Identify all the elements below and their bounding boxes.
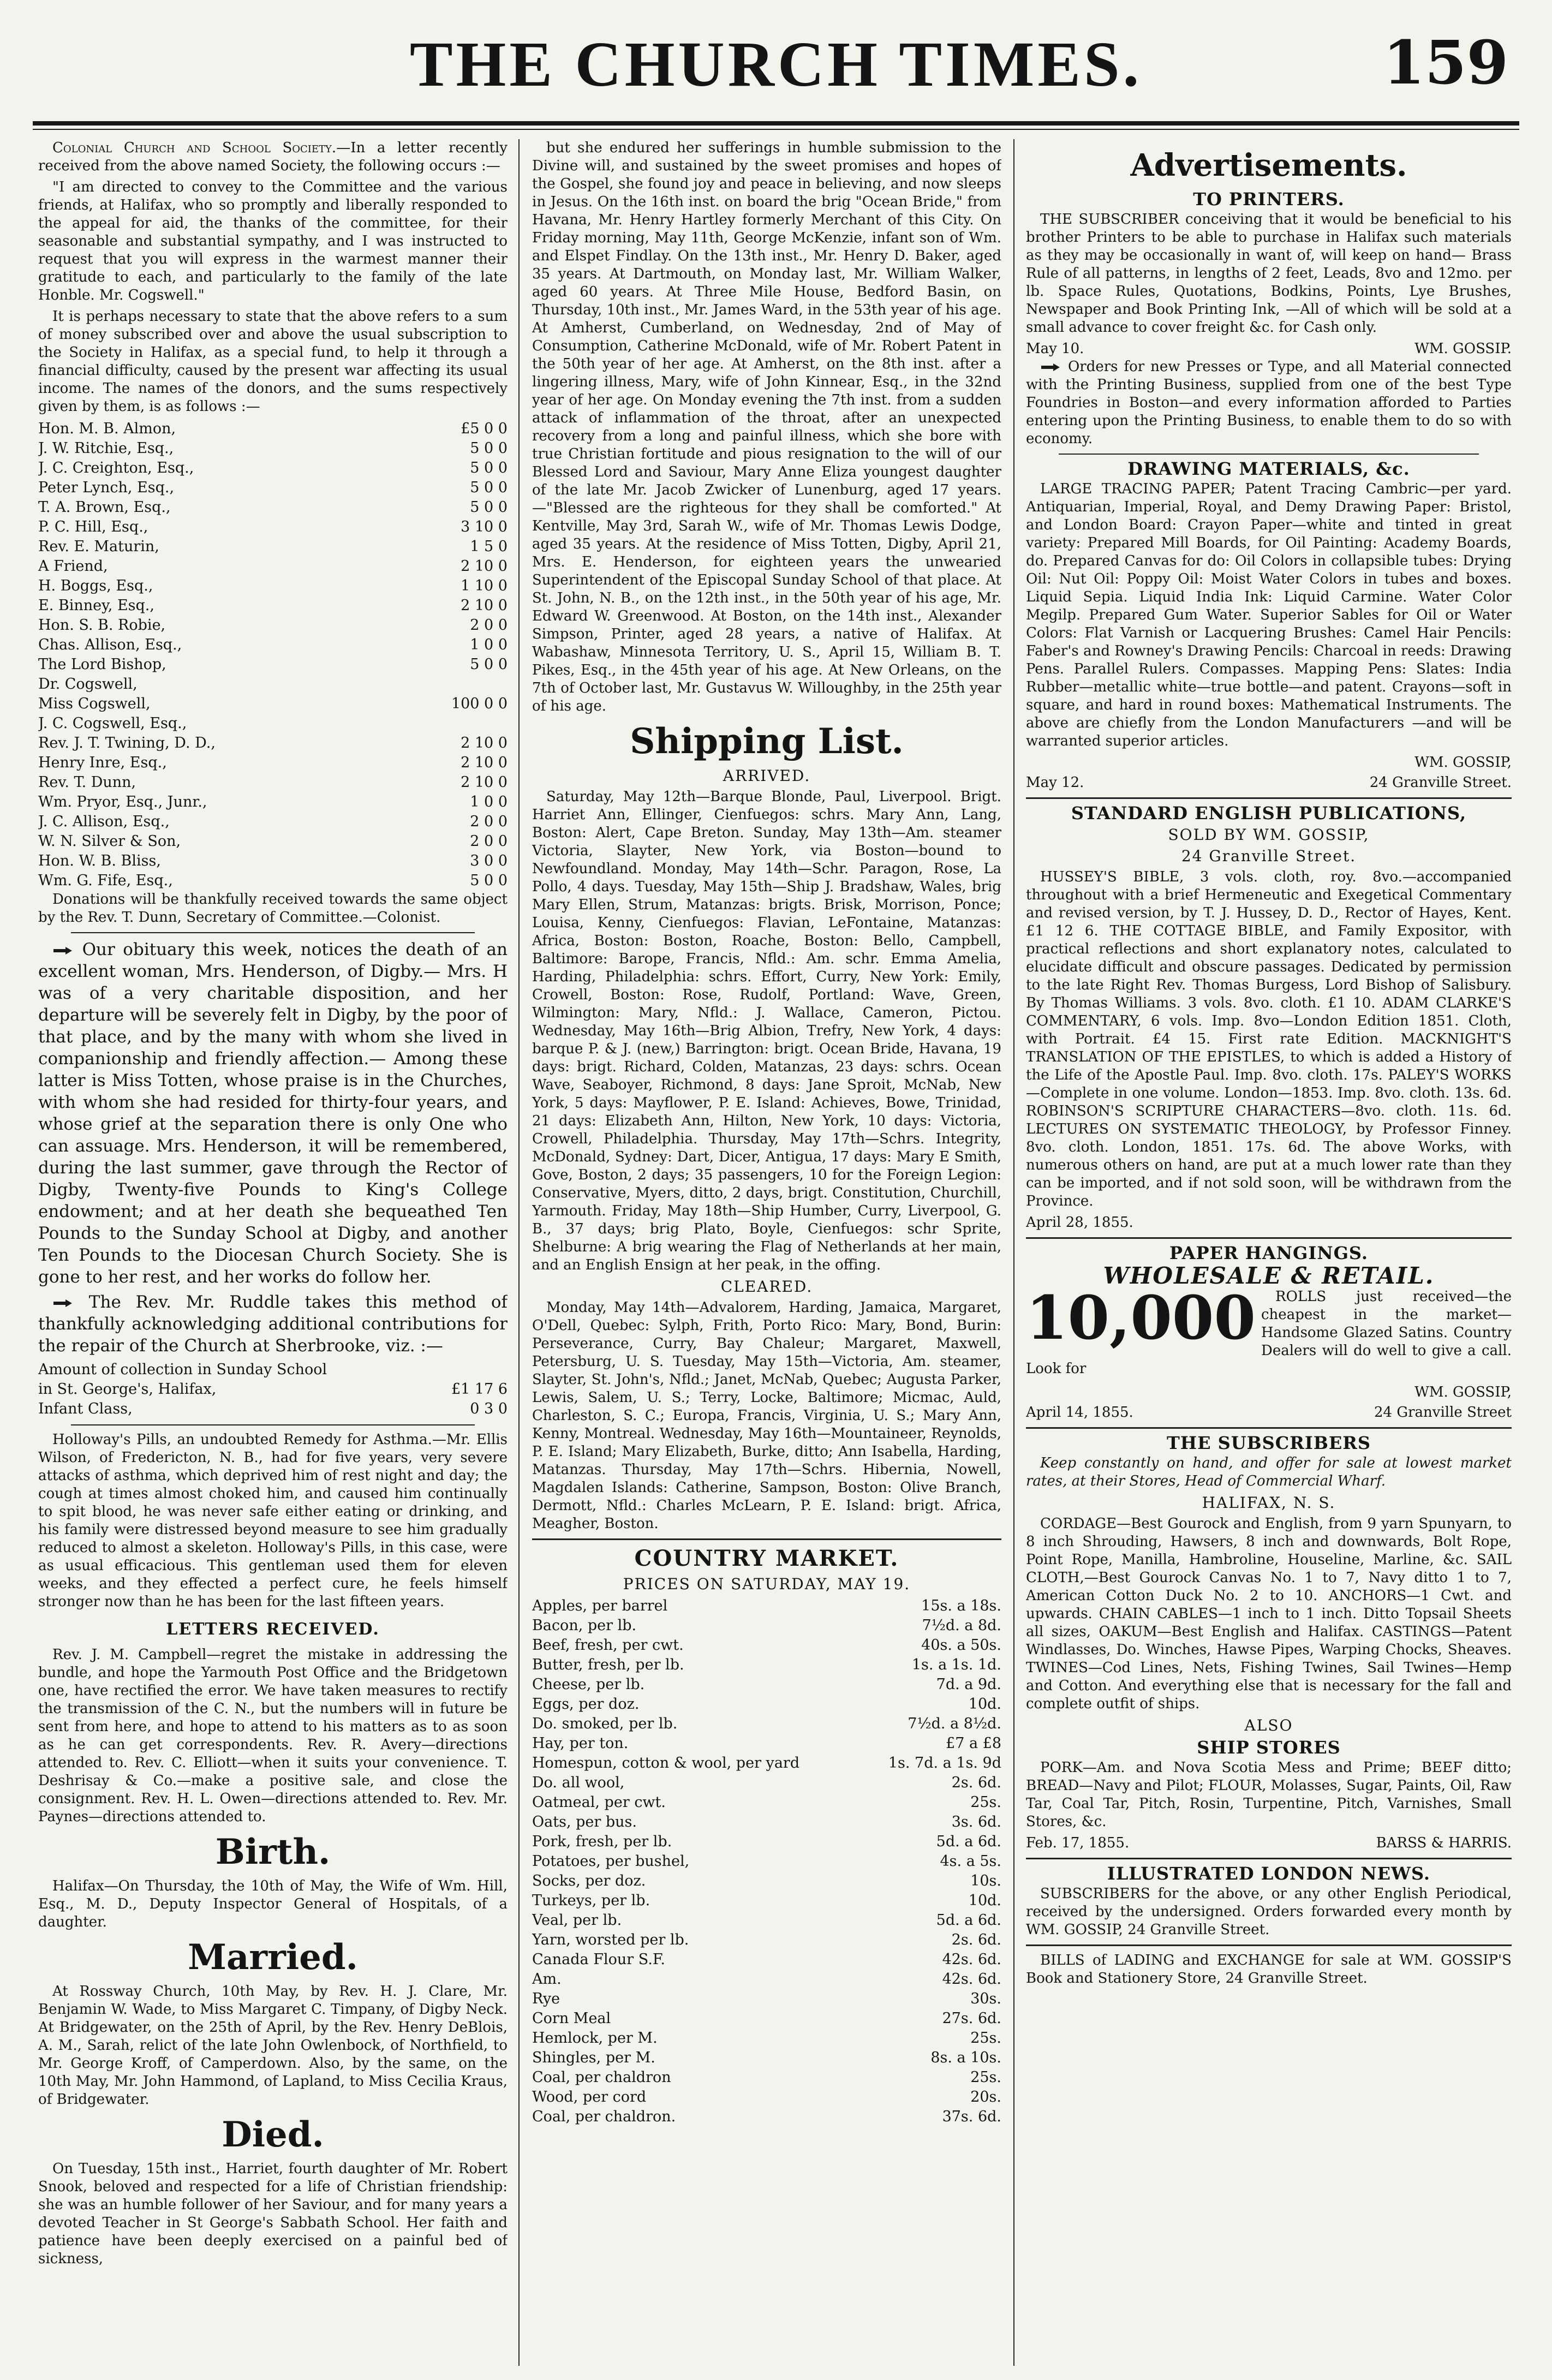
row-label: Cheese, per lb.	[532, 1676, 645, 1693]
row-label: Do. smoked, per lb.	[532, 1715, 678, 1732]
list-row	[38, 792, 508, 812]
pointing-hand-icon	[1040, 361, 1062, 373]
row-label: Peter Lynch, Esq.,	[38, 479, 175, 496]
news-text: SUBSCRIBERS for the above, or any other English Periodical, received by the undersigned. Orders forwarded every month by WM. GOSSIP, 24 Granville Street.	[1026, 1886, 1512, 1938]
row-amount: 7½d. a 8d.	[922, 1617, 1001, 1634]
ship-stores-footer	[1026, 1834, 1512, 1852]
paper-sub: WHOLESALE & RETAIL.	[1103, 1262, 1435, 1289]
row-amount: 1s. a 1s. 1d.	[911, 1656, 1001, 1673]
paper-ad	[1026, 1283, 1512, 1381]
row-label: Socks, per doz.	[532, 1872, 646, 1889]
row-amount: 2s. 6d.	[951, 1931, 1001, 1948]
drawing-address: 24 Granville Street.	[1369, 774, 1512, 791]
row-amount: 2 10 0	[461, 597, 508, 614]
row-label: Hon. S. B. Robie,	[38, 617, 166, 634]
row-amount: 40s. a 50s.	[921, 1637, 1001, 1654]
row-label: Hon. M. B. Almon,	[38, 420, 176, 437]
list-row	[38, 596, 508, 616]
list-row	[532, 1675, 1001, 1695]
row-label: P. C. Hill, Esq.,	[38, 518, 148, 535]
bills-text: BILLS of LADING and EXCHANGE for sale at WM. GOSSIP'S Book and Stationery Store, 24 Granville Street.	[1026, 1952, 1512, 1987]
row-label: Bacon, per lb.	[532, 1617, 637, 1634]
column-middle	[532, 139, 1001, 2366]
donations-note: Donations will be thankfully received towards the same object by the Rev. T. Dunn, Secretary of Committee.—Colonist.	[38, 891, 508, 926]
subscribers-text: CORDAGE—Best Gourock and English, from 9 yarn Spunyarn, to 8 inch Shrouding, Hawsers, 8 inch and downwards, Bolt Rope, Point Rope, Manilla, Hambroline, Houseline, Marline, &c. SAIL CLOTH,—Best Gourock Canvas No. 1 to 7, Navy ditto 1 to 7, American Cotton Duck No. 2 to 10. ANCHORS—1 Cwt. and upwards. CHAIN CABLES—1 inch to 1 inch. Ditto Topsail Sheets all sizes, OAKUM—Best English and Halifax. CASTINGS—Patent Windlasses, Do. Winches, Hawse Pipes, Warping Chocks, Sheaves. TWINES—Cod Lines, Nets, Fishing Twines, Sail Twines—Hemp and Cotton. And everything else that is necessary for the fall and complete outfit of ships.	[1026, 1516, 1512, 1712]
list-row	[532, 1852, 1001, 1871]
row-label: Do. all wool,	[532, 1774, 625, 1791]
list-row	[532, 1930, 1001, 1950]
standard-heading: STANDARD ENGLISH PUBLICATIONS,	[1071, 803, 1467, 824]
printers-footer	[1026, 340, 1512, 358]
row-label: Coal, per chaldron	[532, 2069, 671, 2086]
list-row	[532, 2107, 1001, 2127]
row-label: J. W. Ritchie, Esq.,	[38, 440, 174, 457]
row-amount: 2 10 0	[461, 735, 508, 751]
society-quote: "I am directed to convey to the Committee and the various friends, at Halifax, who so promptly and liberally responded to the appeal for aid, the thanks of the committee, for their seasonable and substantial sympathy, and I was instructed to request that you will express in the warmest manner their gratitude to each, and particularly to the family of the late Honble. Mr. Cogswell."	[38, 179, 508, 303]
row-amount: 2 0 0	[470, 813, 508, 830]
row-amount: 5 0 0	[470, 479, 508, 496]
row-label: Amount of collection in Sunday School	[38, 1361, 327, 1378]
column-divider	[518, 139, 520, 2366]
row-label: Canada Flour S.F.	[532, 1951, 665, 1968]
married-heading: Married.	[188, 1937, 358, 1978]
row-label: T. A. Brown, Esq.,	[38, 499, 171, 516]
list-row	[532, 2068, 1001, 2087]
market-subheading: PRICES ON SATURDAY, MAY 19.	[623, 1575, 911, 1593]
list-row	[532, 1695, 1001, 1714]
ship-stores-sign: BARSS & HARRIS.	[1376, 1835, 1512, 1851]
drawing-text: LARGE TRACING PAPER; Patent Tracing Cambric—per yard. Antiquarian, Imperial, Royal, and Demy Drawing Paper: Bristol, and London Board: Crayon Paper—white and tinted in great variety: Prepared Mill Boards, for Oil Painting: Academy Boards, do. Prepared Canvas for do: Oil Colors in collapsible tubes: Drying Oil: Nut Oil: Poppy Oil: Moist Water Colors in tubes and boxes. Liquid Sepia. Liquid India Ink: Liquid Carmine. Water Color Megilp. Prepared Gum Water. Superior Sables for Oil or Water Colors: Flat Varnish or Lacquering Brushes: Camel Hair Pencils: Faber's and Rowney's Drawing Pencils: Charcoal in reeds: Drawing Pens. Parallel Rulers. Compasses. Mapping Pens: Slates: India Rubber—metallic white—true bottle—and patent. Crayons—soft in square, and hard in round boxes: Mathematical Instruments. The above are chiefly from the London Manufacturers —and will be warranted superior articles.	[1026, 481, 1512, 749]
arrived-heading: ARRIVED.	[723, 767, 811, 785]
masthead	[33, 22, 1519, 120]
ship-stores-heading: SHIP STORES	[1197, 1737, 1341, 1758]
list-row	[532, 1793, 1001, 1812]
row-amount: 8s. a 10s.	[930, 2049, 1001, 2066]
advertisements-heading: Advertisements.	[1130, 147, 1407, 183]
society-heading: Colonial Church and School Society.	[52, 140, 337, 156]
row-label: Beef, fresh, per cwt.	[532, 1637, 684, 1654]
row-label: E. Binney, Esq.,	[38, 597, 154, 614]
cleared-text: Monday, May 14th—Advalorem, Harding, Jamaica, Margaret, O'Dell, Quebec: Sylph, Frith, Porto Rico: Mary, Bond, Burin: Perseverance, Curry, Bay Chaleur; Margaret, Maxwell, Petersburg, U. S. Tuesday, May 15th—Victoria, Am. steamer, Slayter, St. John's, Nfld.; Janet, McNab, Quebec; Augusta Parker, Lewis, Salem, U. S.; Terry, Locke, Baltimore; Micmac, Auld, Charleston, S. C.; Europa, Francis, Virginia, U. S.; Mary Ann, Kenny, Montreal. Wednesday, May 16th—Mountaineer, Reynolds, P. E. Island; Mary Elizabeth, Burke, ditto; Ann Isabella, Harding, Matanzas. Thursday, May 17th—Schrs. Hibernia, Nowell, Magdalen Islands: Catherine, Sampson, Boston: Olive Branch, Dermott, Nfld.: Charles McLearn, P. E. Island: brigt. Africa, Meagher, Boston.	[532, 1299, 1001, 1532]
pointing-hand-icon	[52, 945, 74, 957]
arrived-text: Saturday, May 12th—Barque Blonde, Paul, Liverpool. Brigt. Harriet Ann, Ellinger, Cienfuegos: schrs. Mary Ann, Lang, Boston: Alert, Cape Breton. Sunday, May 13th—Am. steamer Victoria, Slayter, New York, via Boston—bound to Newfoundland. Monday, May 14th—Schr. Paragon, Rose, La Pollo, 4 days. Tuesday, May 15th—Ship J. Bradshaw, Wales, brig Mary Ellen, Strum, Matanzas: brigts. Brisk, Morrison, Ponce; Louisa, Kenny, Cienfuegos: Flavian, LeFontaine, Matanzas: Africa, Boston: Boston, Roache, Boston: Bello, Campbell, Baltimore: Barope, Francis, Nfld.: Am. schr. Emma Amelia, Harding, Philadelphia: schrs. Effort, Curry, New York: Emily, Crowell, Boston: Rose, Rudolf, Portland: Wave, Green, Wilmington: Mary, Nfld.: J. Wallace, Cameron, Pictou. Wednesday, May 16th—Brig Albion, Trefry, New York, 4 days: barque P. & J. (new,) Barrington: brigt. Ocean Bride, Havana, 19 days: brigt. Richard, Colden, Matanzas, 23 days: schrs. Ocean Wave, Seaboyer, Richmond, 8 days: Jane Sproit, McNab, New York, 5 days: Mayflower, P. E. Island: Achieves, Bowe, Trinidad, 21 days: Elizabeth Ann, Hilton, New York, 10 days: Victoria, Crowell, Philadelphia. Thursday, May 17th—Schrs. Integrity, McDonald, Sydney: Dart, Dicer, Antigua, 17 days: Mary E Smith, Gove, Boston, 2 days; 35 passengers, 10 for the Foreign Legion: Conservative, Myers, ditto, 2 days, brigt. Constitution, Churchill, Yarmouth. Friday, May 18th—Ship Humber, Curry, Liverpool, G. B., 37 days; brig Plato, Boyle, Cienfuegos: schr Sprite, Shelburne: A brig wearing the Flag of Netherlands at her main, and an English Ensign at her peak, in the offing.	[532, 789, 1001, 1273]
list-row	[532, 1871, 1001, 1891]
row-amount: 30s.	[970, 1990, 1001, 2007]
row-label: J. C. Creighton, Esq.,	[38, 460, 194, 476]
divider	[1026, 1944, 1512, 1946]
row-label: Chas. Allison, Esq.,	[38, 636, 182, 653]
list-row	[38, 733, 508, 753]
market-heading: COUNTRY MARKET.	[634, 1546, 899, 1571]
row-label: Hon. W. B. Bliss,	[38, 852, 161, 869]
row-amount: 37s. 6d.	[942, 2108, 1001, 2125]
list-row	[532, 1989, 1001, 2009]
row-label: Pork, fresh, per lb.	[532, 1833, 672, 1850]
row-label: Dr. Cogswell,	[38, 676, 138, 693]
society-article	[38, 139, 508, 175]
standard-footer	[1026, 1214, 1512, 1232]
row-label: Corn Meal	[532, 2010, 611, 2027]
list-row	[532, 1950, 1001, 1970]
row-amount: 20s.	[970, 2089, 1001, 2105]
row-label: Apples, per barrel	[532, 1597, 668, 1614]
list-row	[38, 851, 508, 871]
row-amount: 0 3 0	[470, 1400, 508, 1417]
list-row	[532, 1616, 1001, 1636]
divider	[1026, 1237, 1512, 1239]
row-amount: 1s. 7d. a 1s. 9d	[888, 1755, 1001, 1771]
list-row	[532, 1773, 1001, 1793]
printers-text: THE SUBSCRIBER conceiving that it would be beneficial to his brother Printers to be able to purchase in Halifax such materials as they may be occasionally in want of, will keep on hand— Brass Rule of all patterns, in lengths of 2 feet, Leads, 8vo and 12mo. per lb. Space Rules, Quotations, Bodkins, Points, Lye Brushes, Newspaper and Book Printing Ink, —All of which will be sold at a small advance to cover freight &c. for Cash only.	[1026, 211, 1512, 336]
list-row	[38, 419, 508, 439]
list-row	[38, 498, 508, 517]
row-amount: £5 0 0	[461, 420, 508, 437]
row-label: Am.	[532, 1971, 562, 1988]
letters-text: Rev. J. M. Campbell—regret the mistake in addressing the bundle, and hope the Yarmouth Post Office and the Bridgetown one, have rectified the error. We have taken measures to rectify the transmission of the C. N., but the numbers will in future be sent from here, and hope to attend to his matters as to as soon as he can get correspondents. Rev. R. Avery—directions attended to. Rev. C. Elliott—when it suits your convenience. T. Deshrisay & Co.—make a positive sale, and close the consignment. Rev. H. L. Owen—directions attended to. Rev. Mr. Paynes—directions attended to.	[38, 1647, 508, 1825]
row-label: Potatoes, per bushel,	[532, 1853, 690, 1870]
row-label: Hay, per ton.	[532, 1735, 629, 1752]
paper-address: 24 Granville Street	[1374, 1404, 1512, 1421]
obituary-notice	[38, 939, 508, 1288]
row-amount: 100 0 0	[451, 695, 508, 712]
society-intro: —In a letter recently received from the above named Society, the following occurs :—	[38, 140, 508, 174]
list-row	[532, 1911, 1001, 1930]
list-row	[532, 1636, 1001, 1655]
list-row	[532, 1832, 1001, 1852]
drawing-date: May 12.	[1026, 774, 1084, 791]
standard-date: April 28, 1855.	[1026, 1214, 1133, 1231]
row-label: Wood, per cord	[532, 2089, 647, 2105]
row-label: Shingles, per M.	[532, 2049, 655, 2066]
row-amount: 2s. 6d.	[951, 1774, 1001, 1791]
list-row	[38, 517, 508, 537]
row-amount: 5d. a 6d.	[936, 1912, 1001, 1929]
list-row	[532, 1734, 1001, 1753]
list-row	[38, 812, 508, 832]
list-row	[38, 694, 508, 714]
list-row	[532, 1753, 1001, 1773]
row-amount: 5 0 0	[470, 872, 508, 889]
pointing-hand-icon	[52, 1297, 74, 1309]
donor-list	[38, 419, 508, 891]
row-label: Turkeys, per lb.	[532, 1892, 650, 1909]
holloway-ad: Holloway's Pills, an undoubted Remedy for Asthma.—Mr. Ellis Wilson, of Fredericton, N. B., had for five years, very severe attacks of asthma, which deprived him of rest night and day; the cough at times almost choked him, and caused him continually to spit blood, he was never safe either eating or drinking, and his family were distressed beyond measure to see him gradually reduced to almost a skeleton. Holloway's Pills, in this case, were as usual efficacious. This gentleman used them for eleven weeks, and they effected a perfect cure, he feels himself stronger now than he has been for the last fifteen years.	[38, 1431, 508, 1610]
died-text: On Tuesday, 15th inst., Harriet, fourth daughter of Mr. Robert Snook, beloved and respected for a life of Christian friendship: she was an humble follower of her Saviour, and for many years a devoted Teacher in St George's Sabbath School. Her faith and patience have been deeply exercised on a painful bed of sickness,	[38, 2161, 508, 2267]
list-row	[532, 1970, 1001, 1989]
row-amount: 7½d. a 8½d.	[908, 1715, 1001, 1732]
paper-date: April 14, 1855.	[1026, 1404, 1133, 1421]
list-row	[38, 616, 508, 635]
paper-footer	[1026, 1404, 1512, 1422]
list-row	[38, 1380, 508, 1399]
drawing-footer	[1026, 774, 1512, 792]
list-row	[532, 1891, 1001, 1911]
row-label: Rye	[532, 1990, 560, 2007]
row-amount: 7d. a 9d.	[936, 1676, 1001, 1693]
row-amount	[415, 714, 508, 733]
cleared-heading: CLEARED.	[720, 1278, 813, 1296]
row-label: Rev. T. Dunn,	[38, 774, 136, 791]
standard-sub: SOLD BY WM. GOSSIP,	[1168, 826, 1370, 844]
list-row	[38, 557, 508, 576]
row-label: Coal, per chaldron.	[532, 2108, 676, 2125]
row-label: Yarn, worsted per lb.	[532, 1931, 689, 1948]
row-amount: 3 10 0	[461, 518, 508, 535]
row-amount: 42s. 6d.	[942, 1951, 1001, 1968]
list-row	[38, 458, 508, 478]
printers-note-text: Orders for new Presses or Type, and all Material connected with the Printing Business, supplied from one of the best Type Foundries in Boston—and every information afforded to Parties entering upon the Printing Business, to enable them to do so with economy.	[1026, 359, 1512, 447]
row-amount: 1 0 0	[470, 636, 508, 653]
row-amount: 25s.	[970, 1794, 1001, 1811]
price-list	[532, 1596, 1001, 2127]
divider	[1026, 1858, 1512, 1859]
row-amount: 2 0 0	[470, 833, 508, 850]
died-continued: but she endured her sufferings in humble submission to the Divine will, and sustained by the sweet promises and hopes of the Gospel, she found joy and peace in believing, and now sleeps in Jesus. On the 16th inst. on board the brig "Ocean Bride," from Havana, Mr. Henry Hartley formerly Merchant of this City. On Friday morning, May 11th, George McKenzie, infant son of Wm. and Elspet Findlay. On the 13th inst., Mr. Henry D. Baker, aged 35 years. At Dartmouth, on Monday last, Mr. William Walker, aged 60 years. At Three Mile House, Bedford Basin, on Thursday, 10th inst., Mr. James Ward, in the 53th year of his age. At Amherst, Cumberland, on Wednesday, 2nd of May of Consumption, Catherine McDonald, wife of Mr. Robert Patent in the 50th year of her age. At Amherst, on the 8th inst. after a lingering illness, Mary, wife of John Kinnear, Esq., in the 32nd year of her age. On Monday evening the 7th inst. from a sudden attack of inflammation of the throat, after an unexpected recovery from a long and painful illness, which she bore with true Christian fortitude and pious resignation to the will of our Blessed Lord and Saviour, Mary Anne Eliza youngest daughter of the late Mr. Jacob Zwicker of Lunenburg, aged 17 years.—"Blessed are the righteous for they shall be comforted." At Kentville, May 3rd, Sarah W., wife of Mr. Thomas Lewis Dodge, aged 35 years. At the residence of Miss Totten, Digby, April 21, Mrs. E. Henderson, for eighteen years the unwearied Superintendent of the Episcopal Sunday School of that place. At St. John, N. B., on the 12th inst., in the 50th year of his age, Mr. Edward W. Greenwood. At Boston, on the 14th inst., Alexander Simpson, Printer, aged 28 years, a native of Halifax. At Wabashaw, Minnesota Territory, U. S., April 15, William B. T. Pikes, Esq., in the 45th year of his age. At New Orleans, on the 7th of October last, Mr. Gustavus W. Willoughby, in the 25th year of his age.	[532, 140, 1001, 714]
row-amount: 25s.	[970, 2030, 1001, 2047]
subscribers-location: HALIFAX, N. S.	[1202, 1494, 1336, 1512]
row-amount: £7 a £8	[946, 1735, 1001, 1752]
list-row	[38, 675, 508, 694]
also-heading: ALSO	[1244, 1716, 1293, 1734]
masthead-rule	[33, 121, 1519, 126]
shipping-heading: Shipping List.	[630, 721, 904, 762]
row-label: J. C. Allison, Esq.,	[38, 813, 170, 830]
row-label: Infant Class,	[38, 1400, 133, 1417]
row-amount: 4s. a 5s.	[940, 1853, 1001, 1870]
row-amount: 2 0 0	[470, 617, 508, 634]
row-label: Rev. E. Maturin,	[38, 538, 159, 555]
list-row	[532, 2087, 1001, 2107]
row-label: W. N. Silver & Son,	[38, 833, 181, 850]
row-amount: 5 0 0	[470, 499, 508, 516]
list-row	[38, 439, 508, 458]
row-amount: 42s. 6d.	[942, 1971, 1001, 1988]
row-amount: 27s. 6d.	[942, 2010, 1001, 2027]
list-row	[38, 478, 508, 498]
married-text: At Rossway Church, 10th May, by Rev. H. J. Clare, Mr. Benjamin W. Wade, to Miss Margaret C. Timpany, of Digby Neck. At Bridgewater, on the 25th of April, by the Rev. Henry DeBlois, A. M., Sarah, relict of the late John Owlenbock, of Northfield, to Mr. George Kroff, of Camperdown. Also, by the same, on the 10th May, Mr. John Hammond, of Lapland, to Miss Cecilia Kraus, of Bridgewater.	[38, 1983, 508, 2108]
standard-text: HUSSEY'S BIBLE, 3 vols. cloth, roy. 8vo.—accompanied throughout with a brief Hermeneutic and Exegetical Commentary and revised version, by T. J. Hussey, D. D., Rector of Hayes, Kent. £1 12 6. THE COTTAGE BIBLE, and Family Expositor, with practical reflections and short explanatory notes, calculated to elucidate difficult and obscure passages. Dedicated by permission to the late Right Rev. Thomas Burgess, Lord Bishop of Salisbury. By Thomas Williams. 3 vols. 8vo. cloth. £1 10. ADAM CLARKE'S COMMENTARY, 6 vols. Imp. 8vo—London Edition 1851. Cloth, with Portrait. £4 15. First rate Edition. MACKNIGHT'S TRANSLATION OF THE EPISTLES, to which is added a History of the Life of the Apostle Paul. Imp. 8vo. cloth. 17s. PALEY'S WORKS—Complete in one volume. London—1853. Imp. 8vo. cloth. 13s. 6d. ROBINSON'S SCRIPTURE CHARACTERS—8vo. cloth. 11s. 6d. LECTURES ON SYSTEMATIC THEOLOGY, by Professor Finney. 8vo. cloth. London, 1851. 17s. 6d. The above Works, with numerous others on hand, are put at a much lower rate than they can be imported, and if not sold soon, will be withdrawn from the Province.	[1026, 869, 1512, 1209]
divider	[532, 1538, 1001, 1540]
ruddle-notice	[38, 1291, 508, 1357]
row-amount: 2 10 0	[461, 558, 508, 575]
row-amount: 3s. 6d.	[951, 1814, 1001, 1830]
column-divider	[1013, 139, 1014, 2366]
list-row	[38, 576, 508, 596]
row-label: Oats, per bus.	[532, 1814, 637, 1830]
printers-heading: TO PRINTERS.	[1193, 189, 1345, 210]
row-label: Eggs, per doz.	[532, 1696, 640, 1713]
drawing-sign: WM. GOSSIP,	[1414, 754, 1512, 771]
row-label: Homespun, cotton & wool, per yard	[532, 1755, 800, 1771]
paper-sign: WM. GOSSIP,	[1414, 1384, 1512, 1400]
row-amount: 3 0 0	[470, 852, 508, 869]
row-amount: 10s.	[970, 1872, 1001, 1889]
list-row	[532, 2009, 1001, 2029]
list-row	[38, 753, 508, 773]
news-heading: ILLUSTRATED LONDON NEWS.	[1107, 1863, 1431, 1884]
row-label: The Lord Bishop,	[38, 656, 166, 673]
column-right	[1026, 139, 1512, 2366]
list-row	[38, 773, 508, 792]
row-amount: 1 0 0	[470, 794, 508, 810]
row-label: Miss Cogswell,	[38, 695, 151, 712]
list-row	[38, 635, 508, 655]
row-label: Henry Inre, Esq.,	[38, 754, 167, 771]
list-row	[532, 1655, 1001, 1675]
newspaper-title: THE CHURCH TIMES.	[409, 28, 1143, 100]
list-row	[38, 871, 508, 891]
row-amount: 5 0 0	[470, 440, 508, 457]
row-amount: 2 10 0	[461, 754, 508, 771]
row-label: Veal, per lb.	[532, 1912, 622, 1929]
row-label: Wm. Pryor, Esq., Junr.,	[38, 794, 207, 810]
list-row	[38, 714, 508, 733]
column-left	[38, 139, 508, 2366]
row-amount: 5 0 0	[470, 460, 508, 476]
collection-list	[38, 1360, 508, 1419]
ship-stores-text: PORK—Am. and Nova Scotia Mess and Prime; BEEF ditto; BREAD—Navy and Pilot; FLOUR, Molasses, Sugar, Paints, Oil, Raw Tar, Coal Tar, Pitch, Rosin, Turpentine, Pitch, Varnishes, Small Stores, &c.	[1026, 1759, 1512, 1830]
paper-heading: PAPER HANGINGS.	[1169, 1243, 1369, 1263]
row-label: Wm. G. Fife, Esq.,	[38, 872, 173, 889]
subscribers-heading: THE SUBSCRIBERS	[1167, 1433, 1371, 1453]
died-heading: Died.	[222, 2114, 324, 2155]
ruddle-text: The Rev. Mr. Ruddle takes this method of thankfully acknowledging additional contributions for the repair of the Church at Sherbrooke, viz. :—	[38, 1292, 508, 1356]
masthead-rule-thin	[33, 129, 1519, 130]
printers-note	[1026, 358, 1512, 448]
row-label: A Friend,	[38, 558, 108, 575]
row-amount: 1 5 0	[470, 538, 508, 555]
divider	[71, 932, 475, 933]
list-row	[38, 537, 508, 557]
subscribers-sub: Keep constantly on hand, and offer for sale at lowest market rates, at their Stores, Head of Commercial Wharf.	[1026, 1455, 1512, 1489]
paper-text: ROLLS just received—the cheapest in the market—Handsome Glazed Satins. Country Dealers will do well to give a call. Look for	[1026, 1289, 1512, 1377]
list-row	[38, 832, 508, 851]
obituary-text: Our obituary this week, notices the death of an excellent woman, Mrs. Henderson, of Digby.— Mrs. H was of a very charitable disposition, and her departure will be severely felt in Digby, by the poor of that place, and by the many with whom she lived in companionship and friendly affection.— Among these latter is Miss Totten, whose praise is in the Churches, with whom she had resided for thirty-four years, and whose grief at the separation there is only One who can assuage. Mrs. Henderson, it will be remembered, during the last summer, gave through the Rector of Digby, Twenty-five Pounds to King's College endowment; and at her death she bequeathed Ten Pounds to the Sunday School at Digby, and another Ten Pounds to the Diocesan Church Society. She is gone to her rest, and her works do follow her.	[38, 940, 508, 1287]
divider	[1026, 797, 1512, 799]
row-amount	[415, 1360, 508, 1380]
row-amount: 2 10 0	[461, 774, 508, 791]
row-amount: 5 0 0	[470, 656, 508, 673]
society-note: It is perhaps necessary to state that the above refers to a sum of money subscribed over and above the usual subscription to the Society in Halifax, as a special fund, to help it through a financial difficulty, caused by the present war affecting its usual income. The names of the donors, and the sums respectively given by them, is as follows :—	[38, 308, 508, 415]
divider	[1059, 454, 1479, 455]
list-row	[532, 1596, 1001, 1616]
list-row	[532, 1714, 1001, 1734]
list-row	[532, 2029, 1001, 2048]
row-label: in St. George's, Halifax,	[38, 1381, 217, 1398]
drawing-heading: DRAWING MATERIALS, &c.	[1127, 458, 1410, 479]
paper-big-number: 10,000	[1026, 1283, 1256, 1353]
printers-sign: WM. GOSSIP.	[1414, 341, 1512, 357]
row-amount: 5d. a 6d.	[936, 1833, 1001, 1850]
list-row	[532, 1812, 1001, 1832]
row-label: J. C. Cogswell, Esq.,	[38, 715, 187, 732]
row-amount: £1 17 6	[451, 1381, 508, 1398]
row-amount: 10d.	[968, 1892, 1001, 1909]
printers-date: May 10.	[1026, 341, 1084, 357]
row-label: Butter, fresh, per lb.	[532, 1656, 684, 1673]
letters-heading: LETTERS RECEIVED.	[166, 1620, 380, 1639]
list-row	[38, 1399, 508, 1419]
birth-heading: Birth.	[215, 1832, 331, 1872]
row-amount: 10d.	[968, 1696, 1001, 1713]
row-label: H. Boggs, Esq.,	[38, 577, 153, 594]
row-amount: 25s.	[970, 2069, 1001, 2086]
list-row	[38, 1360, 508, 1380]
birth-text: Halifax—On Thursday, the 10th of May, the Wife of Wm. Hill, Esq., M. D., Deputy Inspector General of Hospitals, of a daughter.	[38, 1878, 508, 1930]
row-amount: 1 10 0	[461, 577, 508, 594]
row-label: Oatmeal, per cwt.	[532, 1794, 666, 1811]
row-label: Rev. J. T. Twining, D. D.,	[38, 735, 216, 751]
list-row	[38, 655, 508, 675]
page-number: 159	[1383, 27, 1508, 98]
divider	[1026, 1427, 1512, 1429]
row-label: Hemlock, per M.	[532, 2030, 658, 2047]
divider	[71, 1424, 475, 1425]
list-row	[532, 2048, 1001, 2068]
row-amount: 15s. a 18s.	[921, 1597, 1001, 1614]
ship-stores-date: Feb. 17, 1855.	[1026, 1835, 1130, 1851]
standard-address: 24 Granville Street.	[1181, 847, 1357, 865]
row-amount	[415, 675, 508, 694]
